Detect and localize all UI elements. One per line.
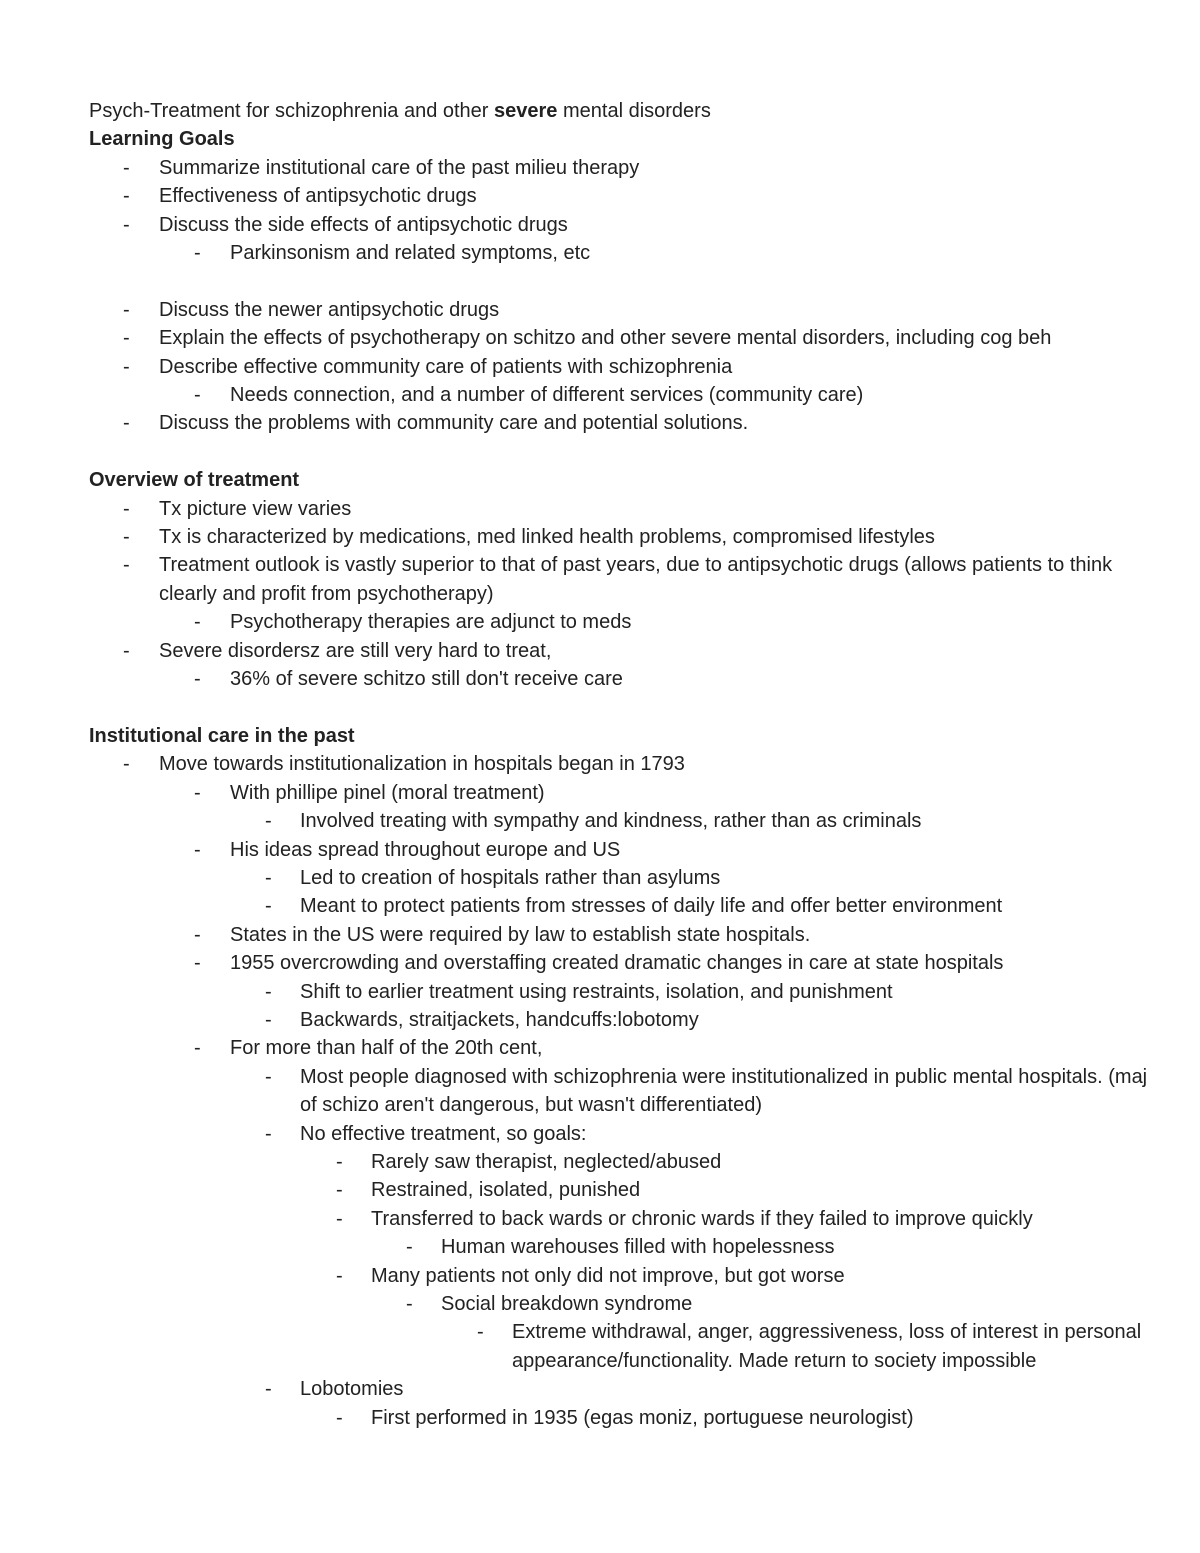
bullet-dash: -: [265, 1122, 272, 1145]
list-item: [89, 324, 1159, 352]
bullet-dash: -: [123, 497, 130, 520]
list-item-text: Treatment outlook is vastly superior to that of past years, due to antipsychotic drugs (allows patients to think clearly and profit from psychotherapy): [159, 554, 1113, 605]
bullet-dash: -: [406, 1236, 413, 1259]
list-item-text: Rarely saw therapist, neglected/abused: [371, 1150, 722, 1173]
section-heading: Learning Goals: [89, 128, 235, 151]
list-item: [89, 409, 1159, 437]
list-item-text: Human warehouses filled with hopelessness: [441, 1236, 835, 1259]
bullet-dash: -: [336, 1150, 343, 1173]
bullet-dash: -: [265, 895, 272, 918]
list-item: [89, 1404, 1159, 1432]
list-item-text: Most people diagnosed with schizophrenia were institutionalized in public mental hospitals. (maj of schizo aren't dangerous, but wasn't differentiated): [300, 1065, 1148, 1117]
list-item: [89, 637, 1159, 665]
list-item: [89, 892, 1159, 920]
list-item: [89, 665, 1159, 693]
list-item: [89, 1375, 1159, 1403]
document-title: [89, 97, 1159, 125]
list-item-text: Transferred to back wards or chronic wards if they failed to improve quickly: [371, 1207, 1033, 1230]
bullet-dash: -: [123, 355, 130, 378]
list-item-text: Move towards institutionalization in hospitals began in 1793: [159, 753, 685, 776]
list-item-text: Explain the effects of psychotherapy on schitzo and other severe mental disorders, including cog beh: [159, 327, 1052, 350]
list-item-text: No effective treatment, so goals:: [300, 1122, 587, 1145]
list-item-text: Backwards, straitjackets, handcuffs:lobotomy: [300, 1008, 699, 1031]
blank-line: [89, 267, 1159, 295]
bullet-dash: -: [406, 1293, 413, 1316]
title-before: Psych-Treatment for schizophrenia and other: [89, 100, 495, 122]
list-item-text: Summarize institutional care of the past milieu therapy: [159, 156, 640, 179]
list-item-text: First performed in 1935 (egas moniz, portuguese neurologist): [371, 1406, 914, 1429]
bullet-dash: -: [194, 781, 201, 804]
list-item-text: Social breakdown syndrome: [441, 1293, 693, 1316]
bullet-dash: -: [123, 213, 130, 236]
list-item: [89, 1120, 1159, 1148]
list-item: [89, 1233, 1159, 1261]
list-item-text: Tx picture view varies: [159, 497, 352, 520]
bullet-dash: -: [336, 1207, 343, 1230]
list-item: [89, 353, 1159, 381]
list-item: [89, 807, 1159, 835]
list-item-text: For more than half of the 20th cent,: [230, 1037, 543, 1060]
bullet-dash: -: [265, 866, 272, 889]
list-item-text: Involved treating with sympathy and kindness, rather than as criminals: [300, 810, 922, 833]
list-item: [89, 978, 1159, 1006]
list-item: [89, 1176, 1159, 1204]
bullet-dash: -: [265, 810, 272, 833]
list-item: [89, 1034, 1159, 1062]
list-item-text: Needs connection, and a number of different services (community care): [230, 384, 864, 407]
list-item: [89, 1205, 1159, 1233]
list-item: [89, 551, 1159, 608]
list-item: [89, 1318, 1159, 1375]
list-item-text: Discuss the newer antipsychotic drugs: [159, 298, 500, 321]
section-spacer: [89, 694, 1159, 722]
bullet-dash: -: [265, 1065, 272, 1088]
list-item: [89, 836, 1159, 864]
bullet-dash: -: [194, 838, 201, 861]
title-emphasis: severe: [494, 100, 558, 122]
list-item-text: Restrained, isolated, punished: [371, 1179, 641, 1202]
list-item: [89, 1063, 1159, 1120]
list-item: [89, 1290, 1159, 1318]
bullet-dash: -: [194, 952, 201, 975]
list-item-text: States in the US were required by law to establish state hospitals.: [230, 923, 811, 946]
bullet-dash: -: [194, 611, 201, 634]
list-item: [89, 239, 1159, 267]
list-item: [89, 1148, 1159, 1176]
list-item: [89, 949, 1159, 977]
section-spacer: [89, 438, 1159, 466]
list-item: [89, 381, 1159, 409]
list-item-text: Severe disordersz are still very hard to treat,: [159, 639, 552, 662]
list-item: [89, 523, 1159, 551]
bullet-dash: -: [194, 923, 201, 946]
list-item-text: Meant to protect patients from stresses of daily life and offer better environment: [300, 895, 1003, 918]
bullet-dash: -: [336, 1264, 343, 1287]
list-item-text: Led to creation of hospitals rather than asylums: [300, 866, 721, 889]
bullet-dash: -: [123, 156, 130, 179]
list-item: [89, 154, 1159, 182]
list-item-text: With phillipe pinel (moral treatment): [230, 781, 545, 804]
bullet-dash: -: [123, 554, 130, 577]
bullet-dash: -: [336, 1179, 343, 1202]
bullet-dash: -: [194, 384, 201, 407]
sections-container: [89, 125, 1159, 1432]
section-heading: Overview of treatment: [89, 469, 300, 492]
list-item-text: Discuss the problems with community care and potential solutions.: [159, 412, 749, 435]
list-item-text: Shift to earlier treatment using restraints, isolation, and punishment: [300, 980, 893, 1003]
list-item: [89, 608, 1159, 636]
list-item-text: 1955 overcrowding and overstaffing created dramatic changes in care at state hospitals: [230, 952, 1004, 975]
list-item: [89, 864, 1159, 892]
bullet-dash: -: [477, 1321, 484, 1344]
bullet-dash: -: [123, 753, 130, 776]
list-item-text: His ideas spread throughout europe and US: [230, 838, 621, 861]
list-item: [89, 495, 1159, 523]
document-body: [89, 97, 1159, 1432]
bullet-dash: -: [123, 412, 130, 435]
list-item-text: Discuss the side effects of antipsychotic drugs: [159, 213, 568, 236]
list-item-text: Tx is characterized by medications, med linked health problems, compromised lifestyles: [159, 526, 935, 549]
title-after: mental disorders: [557, 100, 711, 122]
bullet-dash: -: [194, 242, 201, 265]
list-item-text: Describe effective community care of patients with schizophrenia: [159, 355, 733, 378]
bullet-dash: -: [265, 1008, 272, 1031]
list-item-text: Many patients not only did not improve, but got worse: [371, 1264, 845, 1287]
list-item-text: Lobotomies: [300, 1378, 404, 1401]
bullet-dash: -: [194, 668, 201, 691]
list-item: [89, 779, 1159, 807]
section-heading: Institutional care in the past: [89, 724, 355, 747]
list-item: [89, 1006, 1159, 1034]
bullet-dash: -: [123, 298, 130, 321]
bullet-dash: -: [265, 980, 272, 1003]
list-item-text: Parkinsonism and related symptoms, etc: [230, 242, 591, 265]
list-item-text: Extreme withdrawal, anger, aggressiveness, loss of interest in personal appearance/functionality. Made return to society impossible: [512, 1321, 1142, 1372]
bullet-dash: -: [123, 327, 130, 350]
bullet-dash: -: [123, 526, 130, 549]
bullet-dash: -: [336, 1406, 343, 1429]
list-item-text: Effectiveness of antipsychotic drugs: [159, 185, 477, 208]
list-item-text: 36% of severe schitzo still don't receive care: [230, 668, 623, 691]
bullet-dash: -: [123, 185, 130, 208]
list-item: [89, 182, 1159, 210]
list-item: [89, 296, 1159, 324]
bullet-dash: -: [194, 1037, 201, 1060]
bullet-dash: -: [123, 639, 130, 662]
list-item: [89, 211, 1159, 239]
bullet-dash: -: [265, 1378, 272, 1401]
list-item: [89, 1262, 1159, 1290]
list-item-text: Psychotherapy therapies are adjunct to meds: [230, 611, 632, 634]
list-item: [89, 921, 1159, 949]
list-item: [89, 750, 1159, 778]
